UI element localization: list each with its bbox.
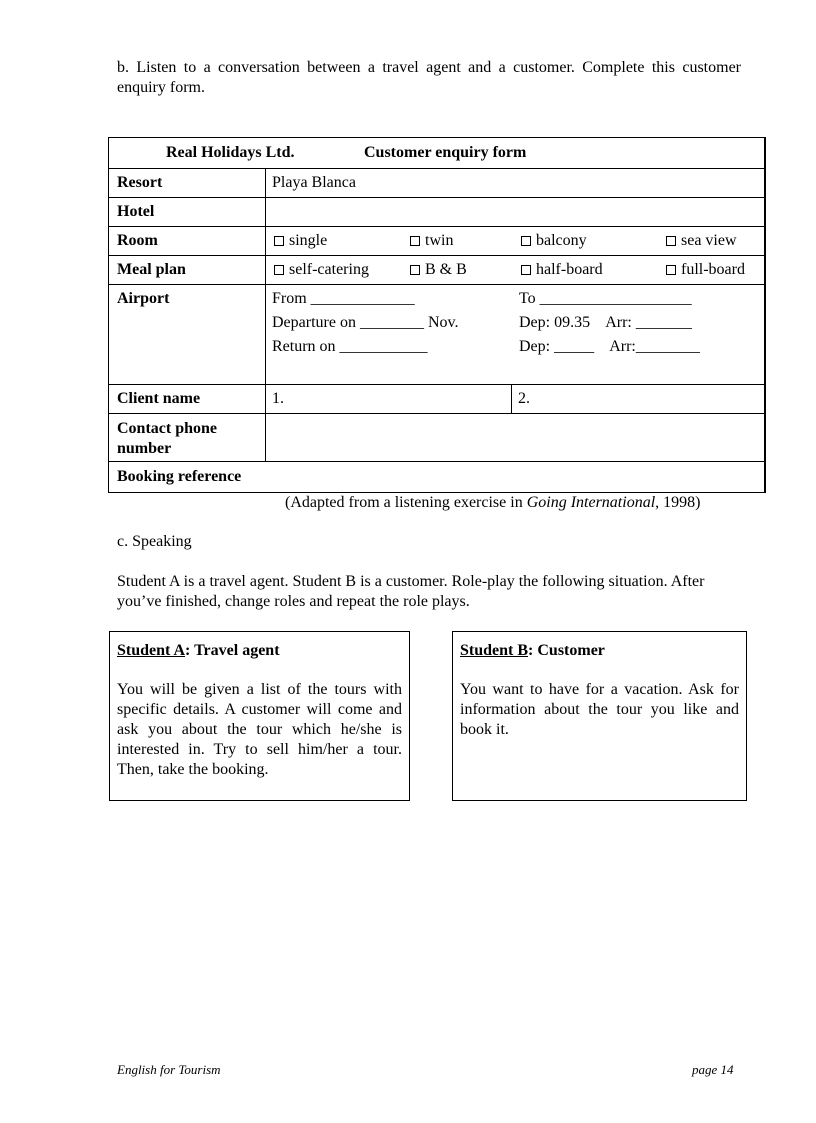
checkbox-icon[interactable] bbox=[410, 265, 420, 275]
student-b-text: You want to have for a vacation. Ask for information about the tour you like and book it. bbox=[460, 681, 739, 738]
client-column-divider bbox=[511, 384, 512, 413]
checkbox-icon[interactable] bbox=[274, 236, 284, 246]
meal-option-bb[interactable]: B & B bbox=[410, 260, 467, 280]
source-book-title: Going International bbox=[526, 494, 656, 511]
source-citation: (Adapted from a listening exercise in Going International, 1998) bbox=[285, 494, 701, 511]
row-divider bbox=[109, 197, 765, 198]
student-a-text: You will be given a list of the tours with specific details. A customer will come and ask you about the tour which he/she is interested in. Try to sell him/her a tour. Then, take the booking. bbox=[117, 681, 402, 778]
company-name: Real Holidays Ltd. bbox=[166, 144, 295, 161]
departure-date-field[interactable]: Departure on ________ Nov. bbox=[272, 314, 459, 331]
room-option-single[interactable]: single bbox=[274, 231, 327, 251]
row-divider bbox=[109, 168, 765, 169]
footer-book-title: English for Tourism bbox=[117, 1062, 221, 1077]
row-divider bbox=[109, 226, 765, 227]
resort-value[interactable]: Playa Blanca bbox=[272, 174, 356, 191]
footer-page-number: page 14 bbox=[692, 1062, 734, 1077]
row-divider bbox=[109, 461, 765, 462]
student-a-card bbox=[109, 631, 410, 801]
booking-reference-label: Booking reference bbox=[117, 468, 242, 485]
room-option-balcony[interactable]: balcony bbox=[521, 231, 587, 251]
student-a-heading: Student A: Travel agent bbox=[117, 642, 280, 659]
checkbox-icon[interactable] bbox=[410, 236, 420, 246]
checkbox-icon[interactable] bbox=[521, 236, 531, 246]
outbound-times-field[interactable]: Dep: 09.35 Arr: _______ bbox=[519, 314, 692, 331]
meal-option-half-board[interactable]: half-board bbox=[521, 260, 603, 280]
room-label: Room bbox=[117, 232, 158, 249]
client-name-1[interactable]: 1. bbox=[272, 390, 284, 407]
airport-label: Airport bbox=[117, 290, 170, 307]
listening-instructions: b. Listen to a conversation between a travel agent and a customer. Complete this customer enquiry form. bbox=[117, 59, 741, 96]
checkbox-icon[interactable] bbox=[666, 236, 676, 246]
customer-enquiry-form bbox=[108, 137, 766, 493]
client-name-2[interactable]: 2. bbox=[518, 390, 530, 407]
checkbox-icon[interactable] bbox=[274, 265, 284, 275]
return-date-field[interactable]: Return on ___________ bbox=[272, 338, 428, 355]
speaking-heading: c. Speaking bbox=[117, 533, 192, 550]
contact-phone-label: Contact phone number bbox=[117, 420, 218, 457]
hotel-label: Hotel bbox=[117, 203, 155, 220]
student-b-heading: Student B: Customer bbox=[460, 642, 605, 659]
meal-option-full-board[interactable]: full-board bbox=[666, 260, 745, 280]
row-divider bbox=[109, 255, 765, 256]
form-title: Customer enquiry form bbox=[364, 144, 527, 161]
to-field[interactable]: To ___________________ bbox=[519, 290, 692, 307]
room-option-sea-view[interactable]: sea view bbox=[666, 231, 737, 251]
row-divider bbox=[109, 384, 765, 385]
resort-label: Resort bbox=[117, 174, 163, 191]
row-divider bbox=[109, 413, 765, 414]
label-column-divider bbox=[265, 168, 266, 461]
meal-option-self-catering[interactable]: self-catering bbox=[274, 260, 369, 280]
from-field[interactable]: From _____________ bbox=[272, 290, 415, 307]
checkbox-icon[interactable] bbox=[521, 265, 531, 275]
row-divider bbox=[109, 284, 765, 285]
speaking-instructions: Student A is a travel agent. Student B is a customer. Role-play the following situation. After you’ve finished, change roles and repeat the role plays. bbox=[117, 573, 705, 610]
student-b-card bbox=[452, 631, 747, 801]
checkbox-icon[interactable] bbox=[666, 265, 676, 275]
room-option-twin[interactable]: twin bbox=[410, 231, 453, 251]
client-name-label: Client name bbox=[117, 390, 201, 407]
meal-plan-label: Meal plan bbox=[117, 261, 186, 278]
return-times-field[interactable]: Dep: _____ Arr:________ bbox=[519, 338, 700, 355]
